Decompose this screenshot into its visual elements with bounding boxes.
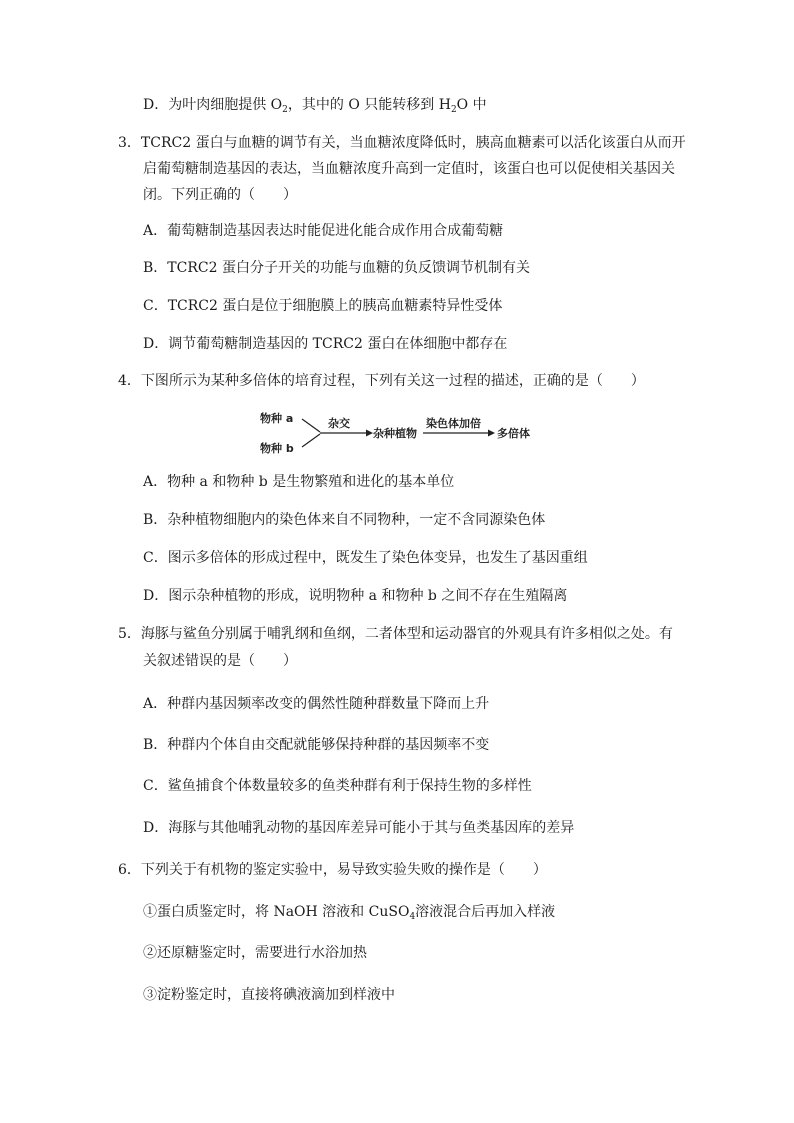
diagram-cross-label: 杂交 — [328, 417, 350, 430]
q6-item-1-text-1: ①蛋白质鉴定时，将 NaOH 溶液和 CuSO — [143, 904, 410, 920]
q4-option-b: B．杂种植物细胞内的染色体来自不同物种，一定不含同源染色体 — [143, 512, 546, 528]
q4-option-a: A．物种 a 和物种 b 是生物繁殖和进化的基本单位 — [143, 474, 455, 490]
q4-stem: 4．下图所示为某种多倍体的培育过程，下列有关这一过程的描述，正确的是（ ） — [118, 373, 645, 389]
q2-option-d — [143, 95, 487, 115]
q4-option-d: D．图示杂种植物的形成，说明物种 a 和物种 b 之间不存在生殖隔离 — [143, 588, 568, 604]
q5-stem-line-2: 关叙述错误的是（ ） — [143, 653, 297, 669]
q5-option-d: D．海豚与其他哺乳动物的基因库差异可能小于其与鱼类基因库的差异 — [143, 820, 575, 836]
subscript: 4 — [409, 912, 416, 922]
q5-option-c: C．鲨鱼捕食个体数量较多的鱼类种群有利于保持生物的多样性 — [143, 778, 532, 794]
q5-option-b: B．种群内个体自由交配就能够保持种群的基因频率不变 — [143, 737, 490, 753]
q3-option-d: D．调节葡萄糖制造基因的 TCRC2 蛋白在体细胞中都存在 — [143, 336, 508, 352]
q6-item-1 — [143, 902, 555, 922]
diagram-polyploid: 多倍体 — [497, 427, 530, 440]
diagram-species-b: 物种 b — [260, 442, 294, 455]
q3-option-a: A．葡萄糖制造基因表达时能促进化能合成作用合成葡萄糖 — [143, 223, 504, 239]
q5-stem-line-1: 5．海豚与鲨鱼分别属于哺乳纲和鱼纲，二者体型和运动器官的外观具有许多相似之处。有 — [118, 626, 673, 642]
subscript: 2 — [282, 105, 288, 115]
q5-option-a: A．种群内基因频率改变的偶然性随种群数量下降而上升 — [143, 696, 490, 712]
diagram-join-line-a — [302, 419, 320, 432]
diagram-arrowhead — [488, 430, 495, 437]
q2-option-d-text-1: D．为叶肉细胞提供 O — [143, 97, 283, 113]
diagram-hybrid: 杂种植物 — [373, 427, 417, 440]
q3-stem-line-3: 闭。下列正确的（ ） — [143, 187, 297, 203]
q3-stem-line-1: 3．TCRC2 蛋白与血糖的调节有关，当血糖浓度降低时，胰高血糖素可以活化该蛋白从而开 — [118, 135, 686, 151]
diagram-arrowhead — [366, 430, 373, 437]
q6-stem: 6．下列关于有机物的鉴定实验中，易导致实验失败的操作是（ ） — [118, 862, 547, 878]
q6-item-3: ③淀粉鉴定时，直接将碘液滴加到样液中 — [143, 987, 395, 1003]
diagram-join-line-b — [302, 434, 320, 447]
q3-option-b: B．TCRC2 蛋白分子开关的功能与血糖的负反馈调节机制有关 — [143, 260, 530, 276]
q3-stem-line-2: 启葡萄糖制造基因的表达，当血糖浓度升高到一定值时，该蛋白也可以促使相关基因关 — [143, 161, 675, 177]
q6-item-2: ②还原糖鉴定时，需要进行水浴加热 — [143, 945, 367, 961]
q3-option-c: C．TCRC2 蛋白是位于细胞膜上的胰高血糖素特异性受体 — [143, 298, 503, 314]
q2-option-d-text-2: ，其中的 O 只能转移到 H — [287, 97, 451, 113]
polyploid-breeding-diagram — [256, 406, 546, 460]
diagram-doubling-label: 染色体加倍 — [426, 417, 481, 430]
q6-item-1-text-2: 溶液混合后再加入样液 — [415, 904, 556, 920]
diagram-species-a: 物种 a — [260, 412, 294, 425]
q2-option-d-text-3: O 中 — [456, 97, 487, 113]
subscript: 2 — [450, 105, 457, 115]
q4-option-c: C．图示多倍体的形成过程中，既发生了染色体变异，也发生了基因重组 — [143, 550, 588, 566]
